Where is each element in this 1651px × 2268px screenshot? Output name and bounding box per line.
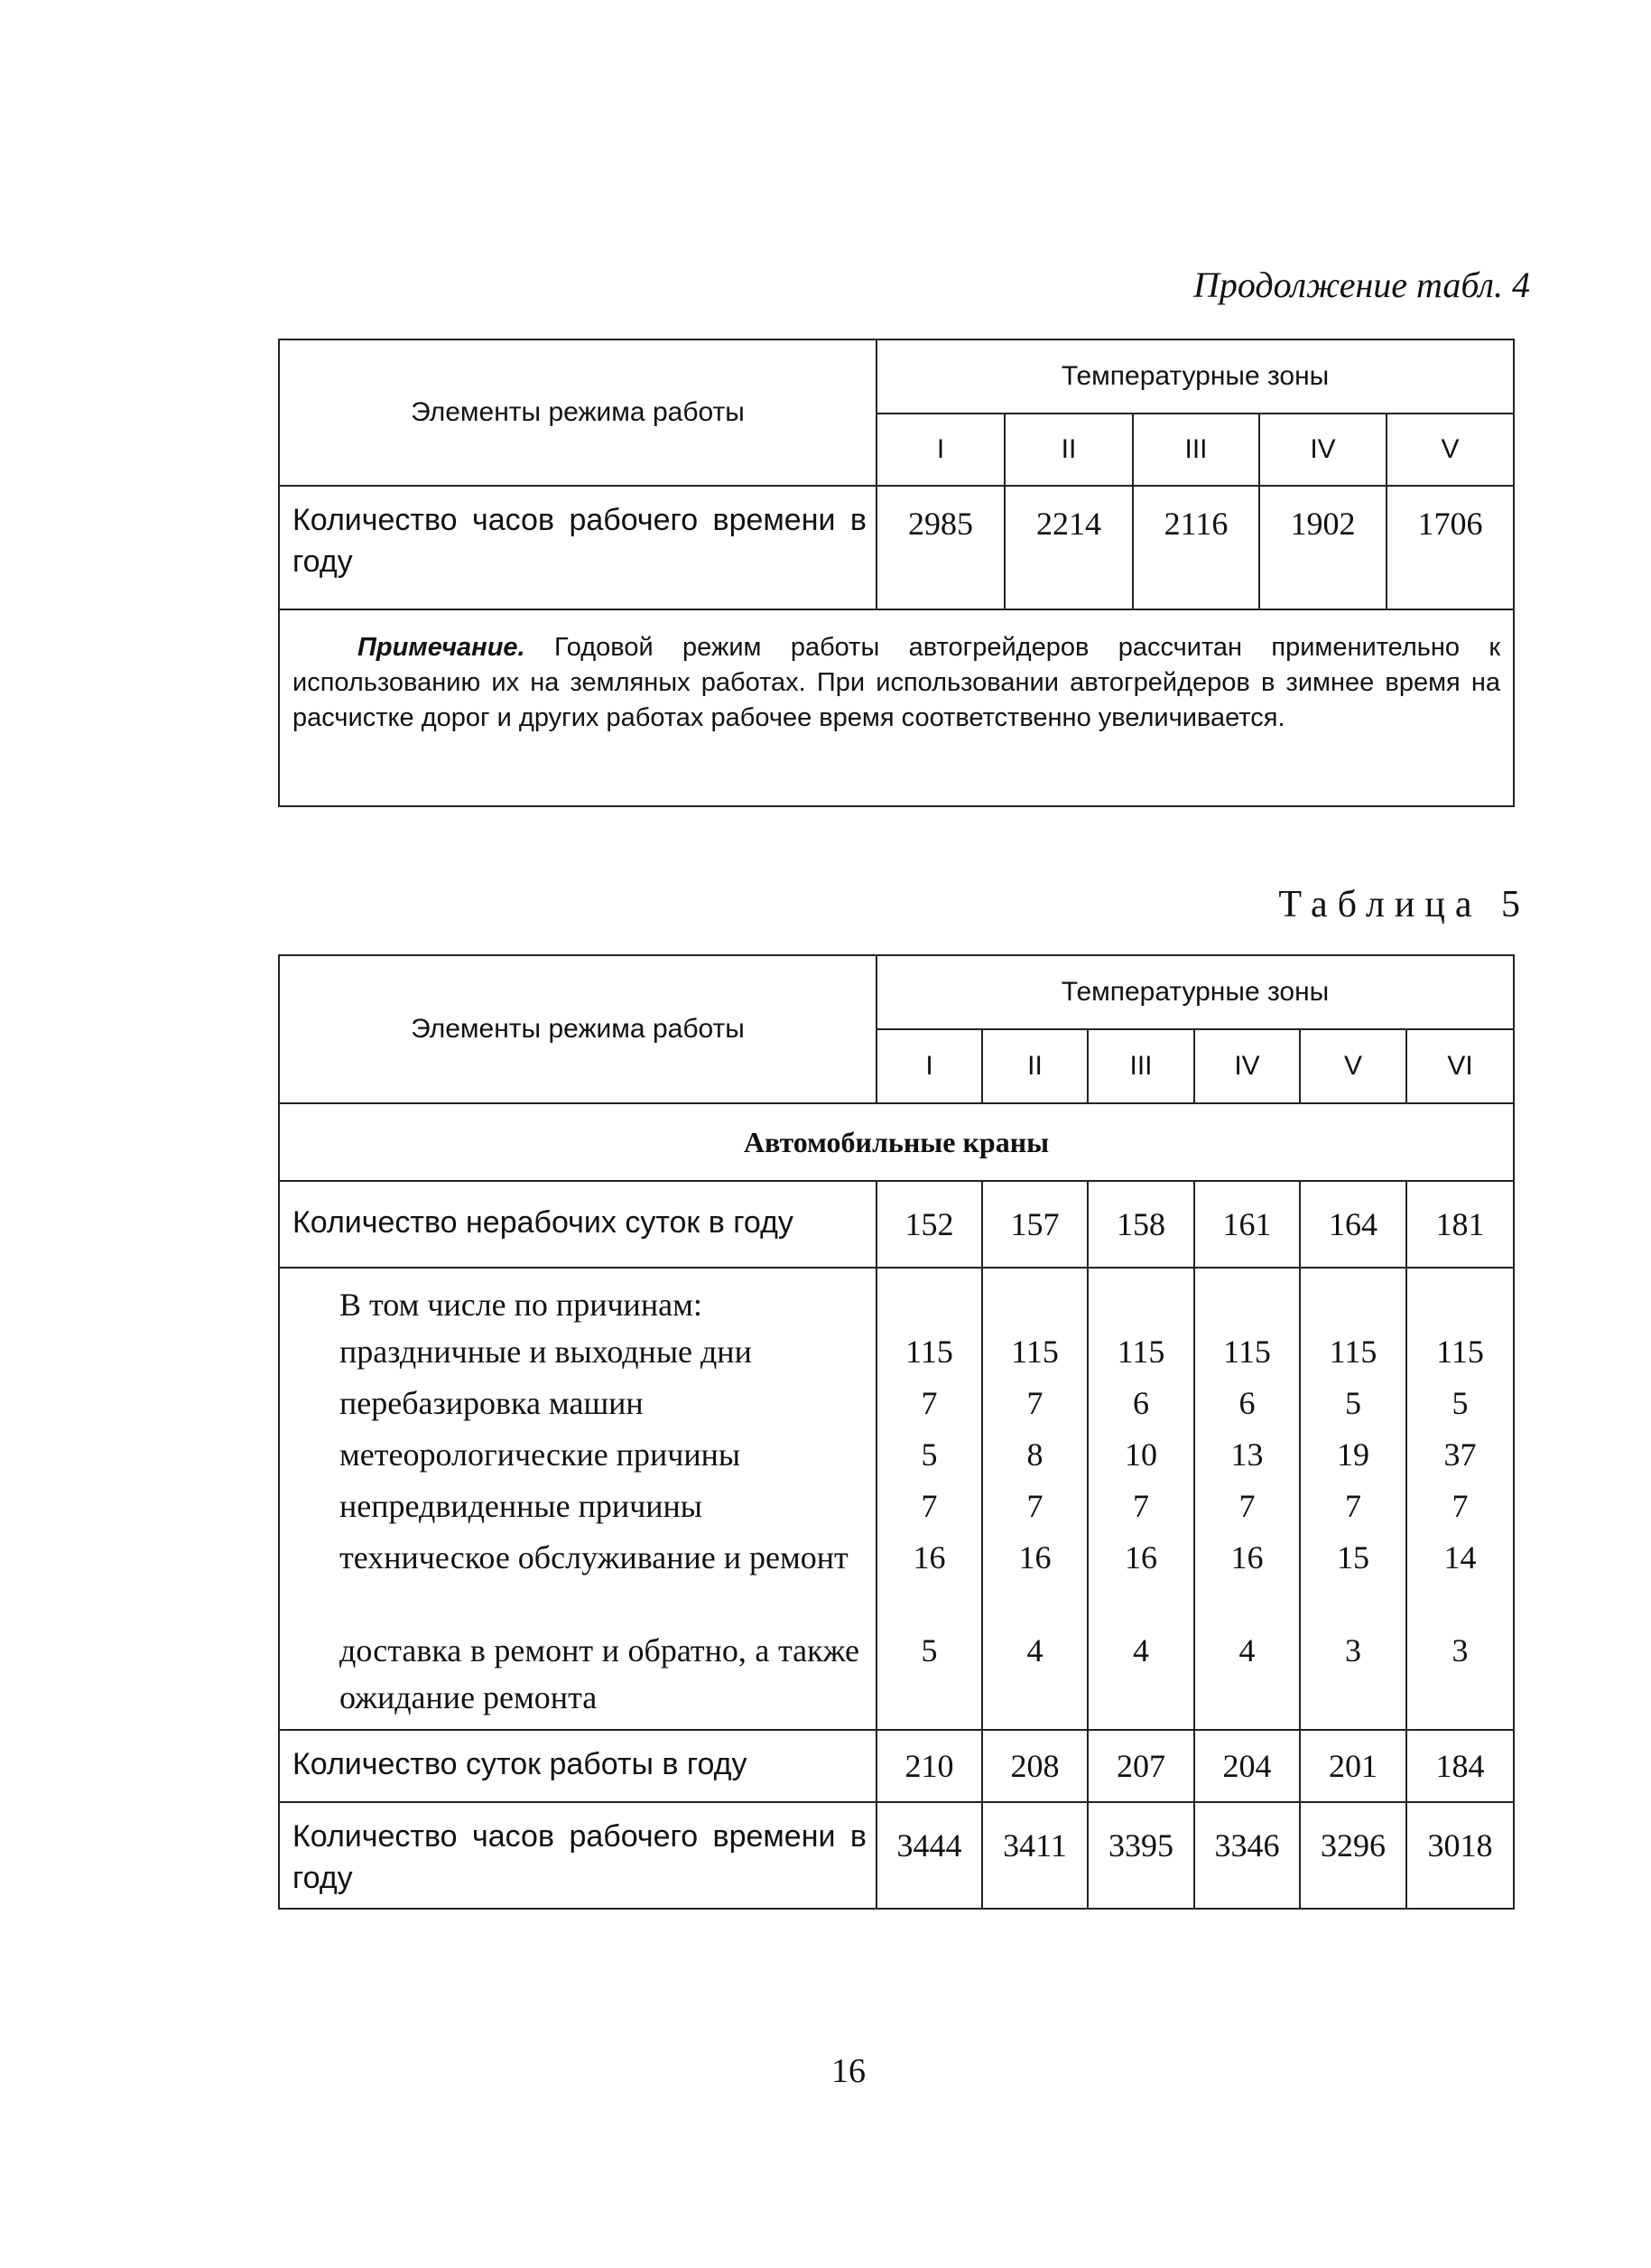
table-cell: 5 <box>921 1632 938 1668</box>
table-cell: 6 <box>1238 1385 1256 1421</box>
table-cell: 115 <box>1436 1334 1484 1370</box>
reason-label: праздничные и выходные дни <box>339 1334 752 1370</box>
table-cell: 5 <box>1345 1385 1361 1421</box>
table-note <box>292 630 1500 736</box>
table-cell: 210 <box>877 1730 982 1802</box>
note-cell <box>279 609 1514 806</box>
table-cell: 16 <box>1018 1539 1052 1576</box>
table-cell: 7 <box>1238 1488 1256 1524</box>
table-cell: 8 <box>1026 1436 1043 1473</box>
table4-continuation <box>278 339 1515 807</box>
zone-header: II <box>982 1029 1088 1103</box>
table-cell: 181 <box>1406 1181 1514 1268</box>
table-cell: 7 <box>1133 1488 1149 1524</box>
table-cell: 3346 <box>1194 1802 1300 1909</box>
page-number: 16 <box>831 2052 866 2090</box>
table5 <box>278 954 1515 1910</box>
table-cell: 6 <box>1133 1385 1149 1421</box>
table-cell: 5 <box>1452 1385 1469 1421</box>
table-cell: 115 <box>1223 1334 1271 1370</box>
section-heading: Автомобильные краны <box>279 1103 1514 1181</box>
table-cell: 37 <box>1443 1436 1477 1473</box>
table-cell: 164 <box>1300 1181 1406 1268</box>
group-header-temperature-zones: Температурные зоны <box>877 339 1514 414</box>
table-cell: 115 <box>1117 1334 1165 1370</box>
table-cell: 3444 <box>877 1802 982 1909</box>
reasons-column-zone-2 <box>982 1268 1088 1730</box>
table-cell: 2985 <box>877 486 1005 609</box>
zone-header: I <box>877 1029 982 1103</box>
zone-header: VI <box>1406 1029 1514 1103</box>
reasons-title: В том числе по причинам: <box>339 1287 702 1323</box>
table-cell: 2116 <box>1133 486 1259 609</box>
table-cell: 115 <box>1329 1334 1377 1370</box>
reason-label: доставка в ремонт и обратно, а также ожидание ремонта <box>339 1632 859 1715</box>
table-cell: 2214 <box>1005 486 1133 609</box>
table-cell: 115 <box>1011 1334 1059 1370</box>
zone-header: IV <box>1259 414 1387 486</box>
table-cell: 3411 <box>982 1802 1088 1909</box>
table-cell: 208 <box>982 1730 1088 1802</box>
table-cell: 3018 <box>1406 1802 1514 1909</box>
table-cell: 201 <box>1300 1730 1406 1802</box>
note-label: Примечание. <box>357 633 525 662</box>
row-label-working-days: Количество суток работы в году <box>279 1730 877 1802</box>
table-cell: 16 <box>1230 1539 1264 1576</box>
zone-header: V <box>1387 414 1514 486</box>
table-cell: 1706 <box>1387 486 1514 609</box>
column-header-elements: Элементы режима работы <box>279 339 877 486</box>
zone-header: II <box>1005 414 1133 486</box>
table-cell: 3296 <box>1300 1802 1406 1909</box>
column-header-elements: Элементы режима работы <box>279 955 877 1103</box>
table-cell: 7 <box>1026 1488 1043 1524</box>
table-cell: 4 <box>1026 1632 1043 1668</box>
zone-header: IV <box>1194 1029 1300 1103</box>
reason-label: метеорологические причины <box>339 1436 741 1473</box>
table-cell: 161 <box>1194 1181 1300 1268</box>
row-label: Количество часов рабочего времени в году <box>279 486 877 609</box>
table-cell: 7 <box>1452 1488 1469 1524</box>
row-label-working-hours: Количество часов рабочего времени в году <box>279 1802 877 1909</box>
table-cell: 207 <box>1088 1730 1194 1802</box>
zone-header: I <box>877 414 1005 486</box>
zone-header: III <box>1088 1029 1194 1103</box>
reasons-column-zone-6 <box>1406 1268 1514 1730</box>
reason-label: непредвиденные причины <box>339 1488 702 1524</box>
reasons-breakdown-label <box>279 1268 877 1730</box>
table-cell: 13 <box>1230 1436 1264 1473</box>
table-cell: 14 <box>1443 1539 1477 1576</box>
table-cell: 10 <box>1125 1436 1157 1473</box>
reasons-column-zone-3 <box>1088 1268 1194 1730</box>
table-cell: 1902 <box>1259 486 1387 609</box>
note-text: Годовой режим работы автогрейдеров рассчитан применительно к использованию их на земляных работах. При использовании автогрейдеров в зимнее время на расчистке дорог и других работах рабочее время соответственно увеличивается. <box>292 633 1501 732</box>
table-cell: 184 <box>1406 1730 1514 1802</box>
table-cell: 3 <box>1452 1632 1469 1668</box>
group-header-temperature-zones: Температурные зоны <box>877 955 1514 1029</box>
reasons-column-zone-4 <box>1194 1268 1300 1730</box>
table-cell: 7 <box>1345 1488 1361 1524</box>
table-cell: 15 <box>1337 1539 1369 1576</box>
reason-label: перебазировка машин <box>339 1385 644 1421</box>
table-cell: 16 <box>1125 1539 1157 1576</box>
table-cell: 16 <box>913 1539 946 1576</box>
table4-continuation-caption: Продолжение табл. 4 <box>1192 265 1530 305</box>
table-cell: 115 <box>905 1334 953 1370</box>
table-cell: 7 <box>921 1385 938 1421</box>
table-cell: 152 <box>877 1181 982 1268</box>
zone-header: V <box>1300 1029 1406 1103</box>
table-cell: 4 <box>1238 1632 1256 1668</box>
table-cell: 19 <box>1337 1436 1369 1473</box>
table-cell: 3395 <box>1088 1802 1194 1909</box>
table-cell: 7 <box>921 1488 938 1524</box>
table-cell: 5 <box>921 1436 938 1473</box>
table-cell: 158 <box>1088 1181 1194 1268</box>
table-cell: 204 <box>1194 1730 1300 1802</box>
reason-label: техническое обслуживание и ремонт <box>339 1539 849 1576</box>
table-cell: 4 <box>1133 1632 1149 1668</box>
zone-header: III <box>1133 414 1259 486</box>
row-label-nonworking-days: Количество нерабочих суток в году <box>279 1181 877 1268</box>
reasons-column-zone-1 <box>877 1268 982 1730</box>
table-cell: 3 <box>1345 1632 1361 1668</box>
table-cell: 157 <box>982 1181 1088 1268</box>
reasons-column-zone-5 <box>1300 1268 1406 1730</box>
table5-caption: Таблица 5 <box>1278 884 1530 925</box>
table-cell: 7 <box>1026 1385 1043 1421</box>
